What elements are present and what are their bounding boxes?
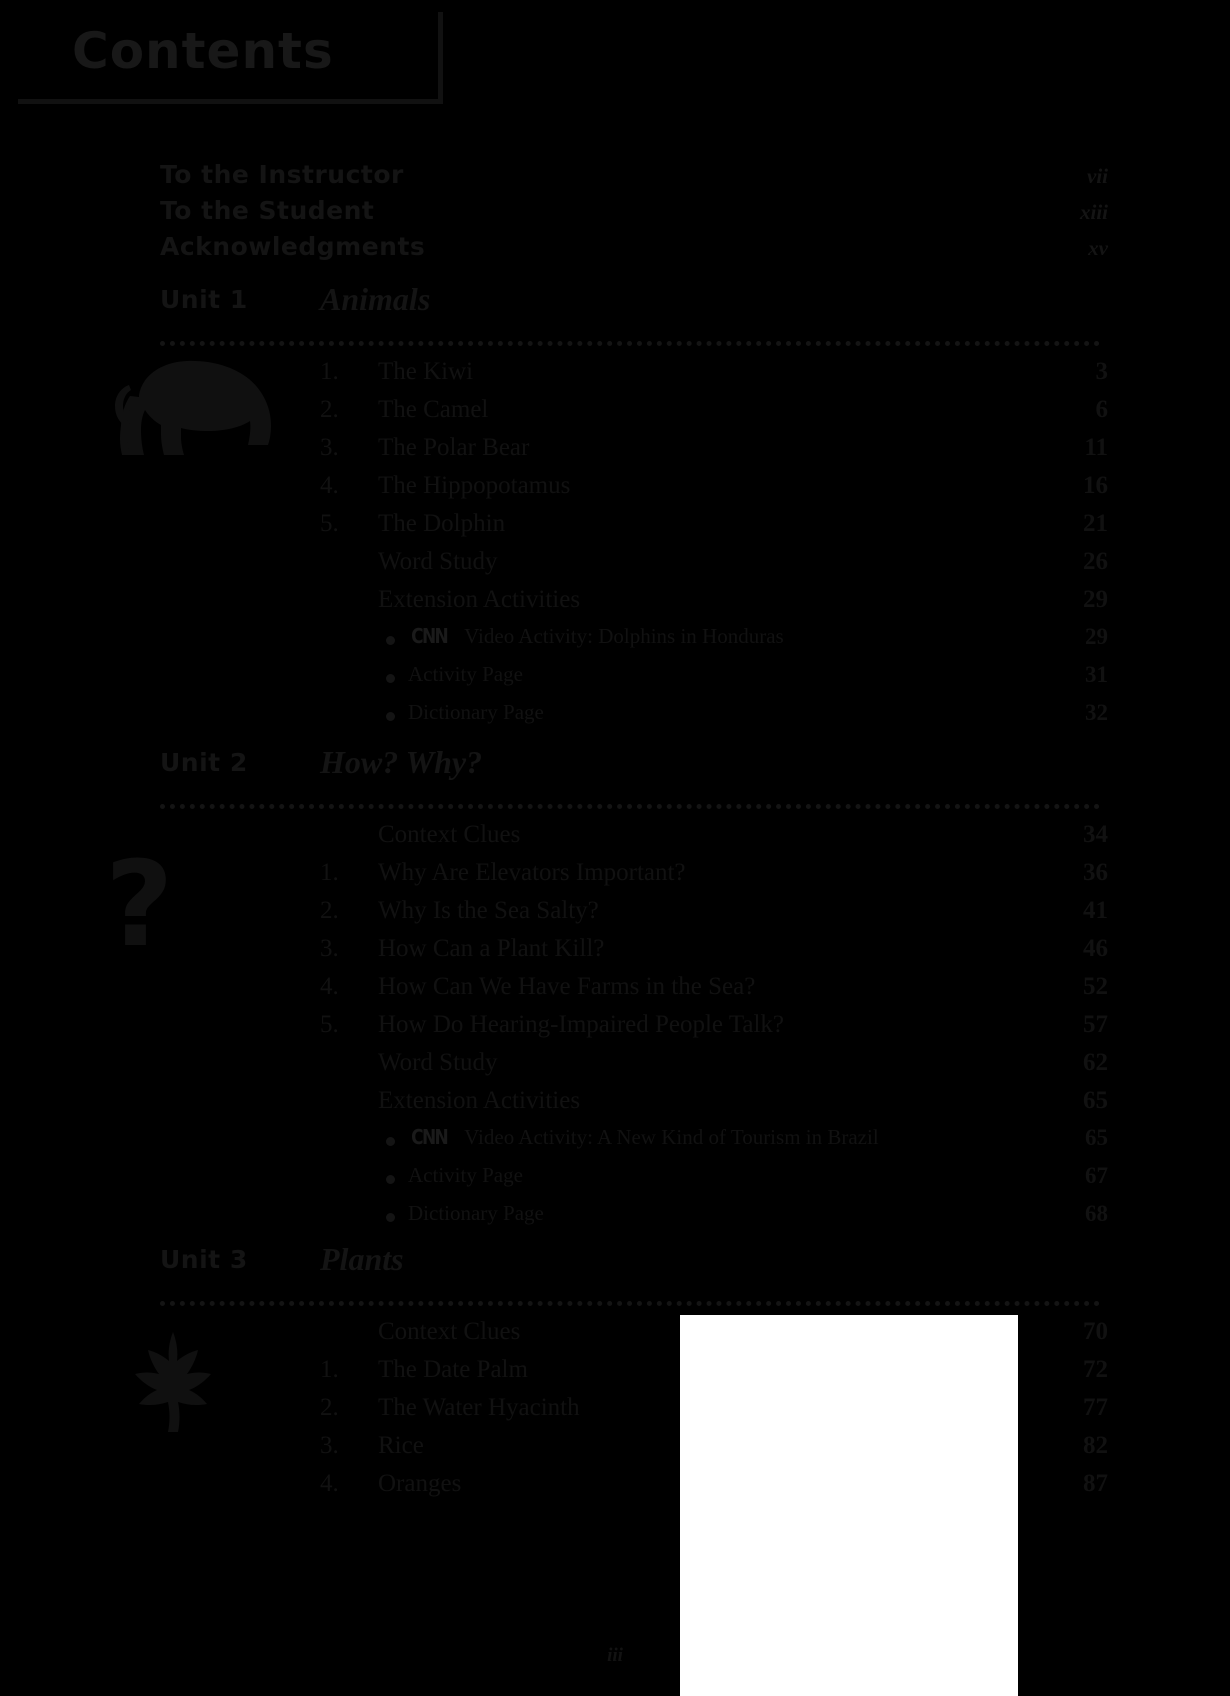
entry-page: 82 — [1083, 1432, 1108, 1459]
entry-page: 3 — [1095, 358, 1108, 385]
unit-section-1 — [160, 281, 1108, 738]
entry-label-text: Video Activity: Dolphins in Honduras — [464, 624, 784, 648]
toc-subentry[interactable] — [160, 624, 1108, 662]
front-matter-list — [160, 160, 1108, 268]
unit-header — [160, 281, 1108, 329]
toc-subentry[interactable] — [160, 662, 1108, 700]
bullet-icon — [386, 712, 395, 721]
entry-label: The Date Palm — [378, 1356, 528, 1383]
entry-page: 6 — [1095, 396, 1108, 423]
entry-label: Context Clues — [378, 821, 521, 848]
toc-entry[interactable] — [160, 1011, 1108, 1049]
entry-page: 77 — [1083, 1394, 1108, 1421]
toc-entry[interactable] — [160, 396, 1108, 434]
entry-number: 4. — [320, 973, 339, 1000]
entry-label — [408, 1125, 879, 1150]
toc-subentry[interactable] — [160, 700, 1108, 738]
entry-page: 68 — [1085, 1201, 1108, 1226]
toc-entry[interactable] — [160, 821, 1108, 859]
unit-entry-list — [160, 821, 1108, 1239]
entry-label: How Do Hearing-Impaired People Talk? — [378, 1011, 784, 1038]
toc-subentry[interactable] — [160, 1125, 1108, 1163]
toc-subentry[interactable] — [160, 1163, 1108, 1201]
question-mark-glyph: ? — [105, 835, 174, 973]
page-number: iii — [607, 1645, 623, 1666]
front-matter-label: To the Student — [160, 196, 375, 225]
entry-number: 5. — [320, 1011, 339, 1038]
toc-entry[interactable] — [160, 434, 1108, 472]
entry-number: 2. — [320, 897, 339, 924]
unit-divider — [160, 331, 1100, 346]
entry-page: 32 — [1085, 700, 1108, 725]
unit-number: Unit 2 — [160, 748, 248, 777]
entry-number: 2. — [320, 396, 339, 423]
entry-label: Dictionary Page — [408, 1201, 544, 1225]
unit-number: Unit 3 — [160, 1245, 248, 1274]
toc-entry[interactable] — [160, 1049, 1108, 1087]
entry-number: 4. — [320, 472, 339, 499]
entry-page: 26 — [1083, 548, 1108, 575]
entry-label-text: Video Activity: A New Kind of Tourism in Brazil — [464, 1125, 879, 1149]
entry-page: 70 — [1083, 1318, 1108, 1345]
toc-entry[interactable] — [160, 472, 1108, 510]
entry-label: How Can a Plant Kill? — [378, 935, 605, 962]
entry-page: 36 — [1083, 859, 1108, 886]
entry-number: 3. — [320, 935, 339, 962]
entry-page: 46 — [1083, 935, 1108, 962]
entry-label: Dictionary Page — [408, 700, 544, 724]
entry-number: 4. — [320, 1470, 339, 1497]
entry-page: 62 — [1083, 1049, 1108, 1076]
entry-page: 52 — [1083, 973, 1108, 1000]
entry-label: Extension Activities — [378, 586, 581, 613]
scan-artifact — [680, 1315, 1018, 1696]
unit-header — [160, 744, 1108, 792]
entry-page: 29 — [1083, 586, 1108, 613]
toc-entry[interactable] — [160, 1087, 1108, 1125]
toc-entry[interactable] — [160, 935, 1108, 973]
entry-page: 11 — [1084, 434, 1108, 461]
front-matter-page: xv — [1088, 236, 1108, 260]
entry-label: Why Is the Sea Salty? — [378, 897, 599, 924]
front-matter-label: Acknowledgments — [160, 232, 426, 261]
entry-number: 3. — [320, 1432, 339, 1459]
entry-label: Activity Page — [408, 662, 523, 686]
entry-page: 21 — [1083, 510, 1108, 537]
bullet-icon — [386, 674, 395, 683]
cnn-logo-icon: CNN — [411, 624, 447, 648]
entry-page: 72 — [1083, 1356, 1108, 1383]
entry-label: The Water Hyacinth — [378, 1394, 580, 1421]
entry-label: Oranges — [378, 1470, 462, 1497]
unit-divider — [160, 1291, 1100, 1306]
entry-label: Activity Page — [408, 1163, 523, 1187]
entry-page: 16 — [1083, 472, 1108, 499]
entry-label: The Kiwi — [378, 358, 474, 385]
entry-label: Why Are Elevators Important? — [378, 859, 686, 886]
front-matter-row[interactable] — [160, 196, 1108, 232]
entry-number: 3. — [320, 434, 339, 461]
entry-page: 87 — [1083, 1470, 1108, 1497]
toc-entry[interactable] — [160, 859, 1108, 897]
unit-title: Plants — [320, 1241, 404, 1277]
entry-page: 41 — [1083, 897, 1108, 924]
entry-label — [408, 624, 784, 649]
unit-title: How? Why? — [320, 744, 483, 780]
page-title: Contents — [72, 22, 334, 80]
entry-number: 5. — [320, 510, 339, 537]
entry-number: 1. — [320, 358, 339, 385]
unit-divider — [160, 794, 1100, 809]
entry-page: 57 — [1083, 1011, 1108, 1038]
entry-label: How Can We Have Farms in the Sea? — [378, 973, 756, 1000]
entry-page: 65 — [1085, 1125, 1108, 1150]
unit-section-2 — [160, 744, 1108, 1239]
cnn-logo-icon: CNN — [411, 1125, 447, 1149]
bullet-icon — [386, 1175, 395, 1184]
entry-label: Context Clues — [378, 1318, 521, 1345]
unit-title: Animals — [320, 281, 431, 317]
front-matter-page: vii — [1087, 164, 1108, 188]
toc-entry[interactable] — [160, 358, 1108, 396]
toc-entry[interactable] — [160, 897, 1108, 935]
entry-number: 1. — [320, 859, 339, 886]
unit-number: Unit 1 — [160, 285, 248, 314]
entry-label: Word Study — [378, 548, 498, 575]
entry-label: The Camel — [378, 396, 489, 423]
entry-page: 31 — [1085, 662, 1108, 687]
entry-label: The Hippopotamus — [378, 472, 571, 499]
toc-entry[interactable] — [160, 586, 1108, 624]
toc-subentry[interactable] — [160, 1201, 1108, 1239]
toc-entry[interactable] — [160, 510, 1108, 548]
toc-entry[interactable] — [160, 973, 1108, 1011]
front-matter-row[interactable] — [160, 232, 1108, 268]
toc-entry[interactable] — [160, 548, 1108, 586]
entry-page: 67 — [1085, 1163, 1108, 1188]
front-matter-page: xiii — [1079, 200, 1108, 224]
front-matter-row[interactable] — [160, 160, 1108, 196]
front-matter-label: To the Instructor — [160, 160, 404, 189]
bullet-icon — [386, 1213, 395, 1222]
entry-number: 1. — [320, 1356, 339, 1383]
entry-label: Word Study — [378, 1049, 498, 1076]
bullet-icon — [386, 636, 395, 645]
entry-label: The Polar Bear — [378, 434, 530, 461]
entry-page: 29 — [1085, 624, 1108, 649]
entry-label: Rice — [378, 1432, 424, 1459]
unit-header — [160, 1241, 1108, 1289]
entry-number: 2. — [320, 1394, 339, 1421]
unit-entry-list — [160, 358, 1108, 738]
entry-page: 34 — [1083, 821, 1108, 848]
entry-label: Extension Activities — [378, 1087, 581, 1114]
bullet-icon — [386, 1137, 395, 1146]
entry-page: 65 — [1083, 1087, 1108, 1114]
entry-label: The Dolphin — [378, 510, 506, 537]
